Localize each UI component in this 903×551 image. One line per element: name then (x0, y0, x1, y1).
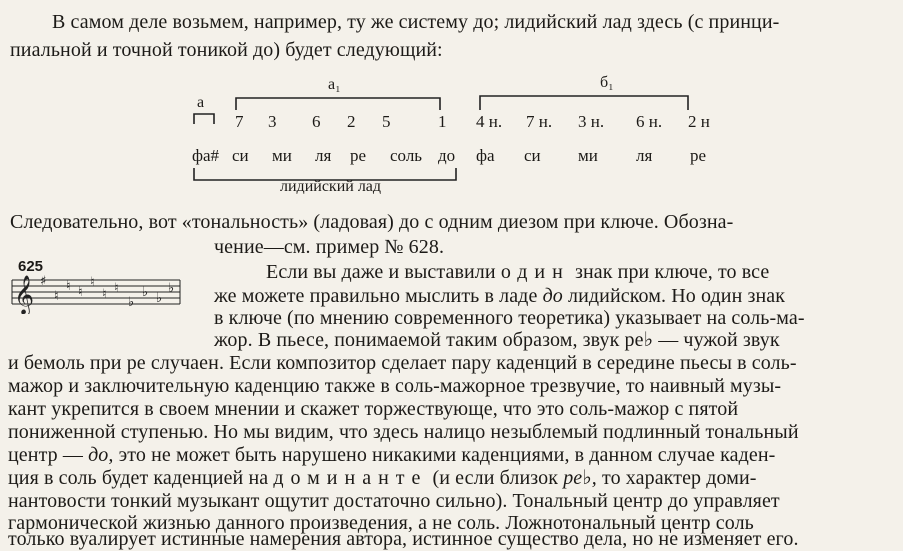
text-line-13 (8, 443, 775, 467)
natural-icon: ♮ (114, 281, 119, 296)
text-segment: ция в соль будет каденцией на (8, 467, 269, 489)
text-segment: лидийском. Но один знак (568, 285, 786, 307)
text-line-12: пониженной ступенью. Но мы видим, что здесь налицо незыблемый подлинный тональный (8, 421, 799, 443)
note-name: ре (350, 146, 367, 165)
text-line-17: только вуалирует истинные намерения автора, истинное существо дела, но не изменяет его. (8, 528, 799, 550)
text-line-11: кант укрепится в своем мнении и скажет торжествующе, что это соль-мажор с пятой (8, 398, 739, 420)
note-name: фа (476, 146, 495, 165)
text-line-16: гармонической жизнью данного произведения, а не соль. Ложнотональный центр соль (8, 512, 754, 534)
degree-number: 4 н. (476, 112, 503, 131)
text-line-8: жор. В пьесе, понимаемой таким образом, звук ре♭ — чужой звук (214, 329, 780, 351)
flat-icon: ♭ (156, 291, 163, 306)
degree-number: 7 н. (526, 112, 553, 131)
emphasized-word: доминанте (273, 467, 428, 489)
lydian-mode-label: лидийский лад (280, 178, 382, 195)
example-number: 625 (18, 258, 44, 275)
lydian-mode-diagram (180, 70, 740, 200)
bracket-b1 (480, 96, 688, 110)
degree-number: 6 н. (636, 112, 663, 131)
bracket-a1 (236, 98, 440, 110)
degree-number: 3 н. (578, 112, 605, 131)
music-staff-example (10, 272, 182, 314)
italic-word: до, (88, 444, 114, 466)
flat-icon: ♭ (128, 295, 135, 310)
text-segment: Если вы даже и выставили (266, 261, 496, 283)
text-line-7: в ключе (по мнению современного теоретика) указывает на соль-ма- (214, 307, 805, 329)
flat-icon: ♭ (168, 281, 175, 296)
note-name: фа# (192, 146, 220, 165)
degree-number: 1 (438, 112, 447, 131)
text-line-10: мажор и заключительную каденцию также в соль-мажорное трезвучие, то наивный музы- (8, 375, 782, 397)
note-name: си (232, 146, 249, 165)
text-line-4: чение—см. пример № 628. (214, 236, 445, 258)
label-b1: б₁ (600, 74, 614, 91)
flat-icon: ♭ (142, 285, 149, 300)
text-line-6 (214, 284, 785, 308)
degree-number: 7 (235, 112, 244, 131)
degree-number: 3 (268, 112, 277, 131)
text-line-5 (266, 260, 769, 284)
note-name: до (438, 146, 456, 165)
note-name: си (524, 146, 541, 165)
degree-number: 2 н (688, 112, 710, 131)
label-a1: а₁ (328, 76, 341, 93)
natural-icon: ♮ (90, 275, 95, 290)
text-line-3: Следовательно, вот «тональность» (ладовая) до с одним диезом при ключе. Обозна- (10, 211, 734, 233)
italic-word: ре♭, (563, 467, 597, 489)
note-name: ля (315, 146, 332, 165)
text-line-9: и бемоль при ре случаен. Если композитор сделает пару каденций в середине пьесы в соль- (8, 352, 797, 374)
text-segment: же можете правильно мыслить в ладе (214, 285, 538, 307)
natural-icon: ♮ (102, 287, 107, 302)
natural-icon: ♮ (66, 279, 71, 294)
text-segment: центр — (8, 444, 83, 466)
note-name: ре (690, 146, 707, 165)
text-segment: то характер доми- (602, 467, 757, 489)
note-name: ми (578, 146, 598, 165)
degree-number: 2 (347, 112, 356, 131)
bracket-a (194, 114, 214, 124)
note-name: соль (390, 146, 423, 165)
diagram-brackets (180, 70, 740, 200)
degree-number: 5 (382, 112, 391, 131)
italic-word: до (542, 285, 563, 307)
text-line-15: нантовости тонкий музыкант ощутит достаточно сильно). Тональный центр до управляет (8, 490, 780, 512)
natural-icon: ♮ (54, 289, 59, 304)
text-segment: (и если близок (432, 467, 559, 489)
note-name: ми (272, 146, 292, 165)
text-segment: это не может быть нарушено никакими каденциями, в данном случае каден- (118, 444, 776, 466)
text-line-1: В самом деле возьмем, например, ту же систему до; лидийский лад здесь (с принци- (52, 11, 780, 33)
treble-clef-icon: 𝄞 (14, 275, 35, 314)
degree-number: 6 (312, 112, 321, 131)
natural-icon: ♮ (78, 285, 83, 300)
label-a: а (197, 94, 205, 111)
sharp-icon: ♯ (40, 274, 47, 289)
emphasized-word: один (500, 261, 570, 283)
text-segment: знак при ключе, то все (574, 261, 770, 283)
text-line-14 (8, 466, 757, 490)
note-name: ля (636, 146, 653, 165)
text-line-2: пиальной и точной тоникой до) будет следующий: (10, 39, 443, 61)
